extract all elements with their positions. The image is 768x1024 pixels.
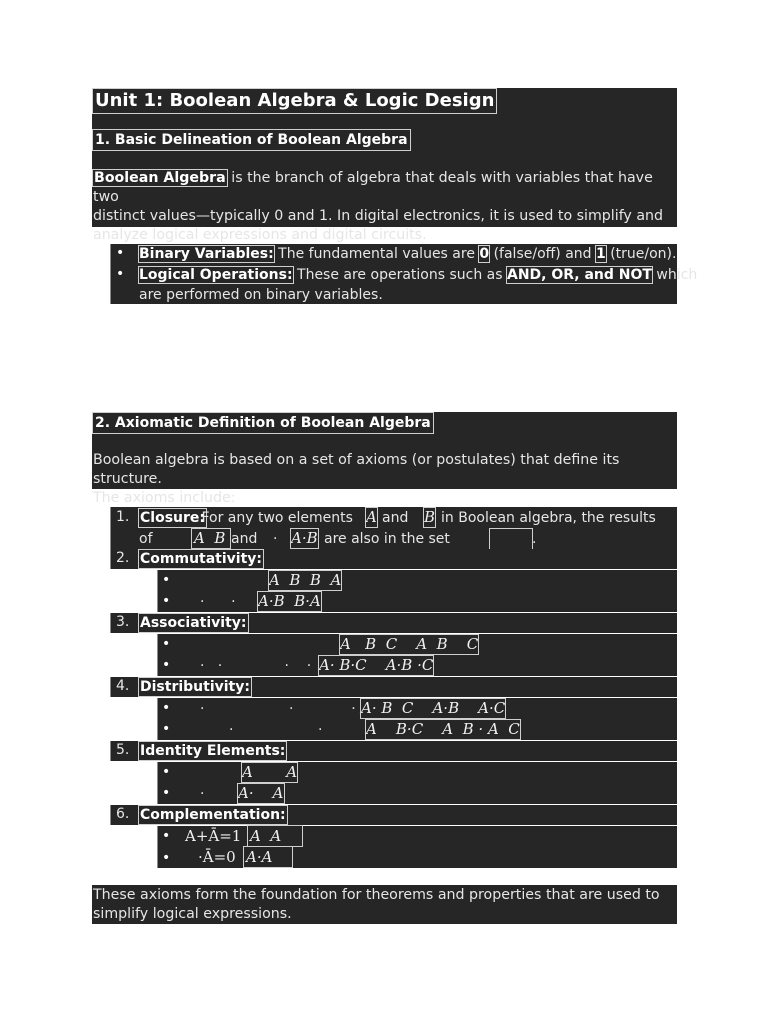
axiom-associativity-term: Associativity: — [140, 615, 247, 631]
axiom-identity-term: Identity Elements: — [140, 743, 286, 759]
axiom-distributivity-term: Distributivity: — [140, 679, 250, 695]
bullet-binary-variables: Binary Variables: The fundamental values are 0 (false/off) and 1 (true/on). — [139, 246, 677, 262]
bullet-logical-operations: Logical Operations: These are operations such as AND, OR, and NOT which — [139, 267, 698, 283]
section2-heading: 2. Axiomatic Definition of Boolean Algebra — [95, 415, 431, 431]
bullet-dot: • — [116, 245, 125, 261]
axiom-commutativity-term: Commutativity: — [140, 551, 263, 567]
footer-paragraph: These axioms form the foundation for theorems and properties that are used to simplify logical expressions. — [93, 887, 660, 922]
page-title: Unit 1: Boolean Algebra & Logic Design — [95, 90, 495, 111]
boolean-algebra-term: Boolean Algebra — [94, 170, 226, 186]
bullet-dot: • — [116, 266, 125, 282]
axiom-complementation-term: Complementation: — [140, 807, 286, 823]
section1-para-line2: distinct values—typically 0 and 1. In digital electronics, it is used to simplify and — [93, 208, 664, 224]
bullet-logical-operations-cont: are performed on binary variables. — [139, 287, 383, 303]
section1-para-line1: Boolean Algebra is the branch of algebra that deals with variables that have two — [93, 170, 653, 205]
section2-intro: Boolean algebra is based on a set of axioms (or postulates) that define its structure. The axioms include: — [93, 452, 620, 506]
set-placeholder — [490, 529, 532, 549]
section1-heading: 1. Basic Delineation of Boolean Algebra — [95, 132, 408, 148]
section1-paragraph — [93, 169, 673, 245]
axiom-closure-term: Closure: — [140, 510, 205, 526]
document-page: Unit 1: Boolean Algebra & Logic Design 1. Basic Delineation of Boolean Algebra Boolean Algebra is the branch of algebra that deals with variables that have two distinct values—typically 0 and 1. In digital electronics, it is used to simplify and analyze logical expressions and digital circuits. • Binary Variables: The fundamental values are 0 (false/off) and 1 (true/on). • Logical Operations: These are operations such as AND, OR, and NOT which are performed on binary variables. 2. Axiomatic Definition of Boolean Algebra Boolean algebra is based on a set of axioms (or postulates) that define its structure. The axioms include: 1. Closure: For any two elements A and B in Boolean algebra, the results of A B and · A·B are also in the set . 2. Commutativity: • A B B A • · · A·B B·A 3. Associativity: • A B C A B C • · · · · A· B·C A·B ·C 4. Distributivity: • · · · A· B C A·B A·C • · · A B·C A B · A C 5. Identity Elements: • A A • · A· A 6. Complementation: • A+Ā=1 A A • ·Ā=0 A·A These axioms form the foundation for theorems and properties that are used to simplify logical expressions. — [93, 90, 698, 922]
section1-para-line3: analyze logical expressions and digital circuits. — [93, 227, 427, 243]
